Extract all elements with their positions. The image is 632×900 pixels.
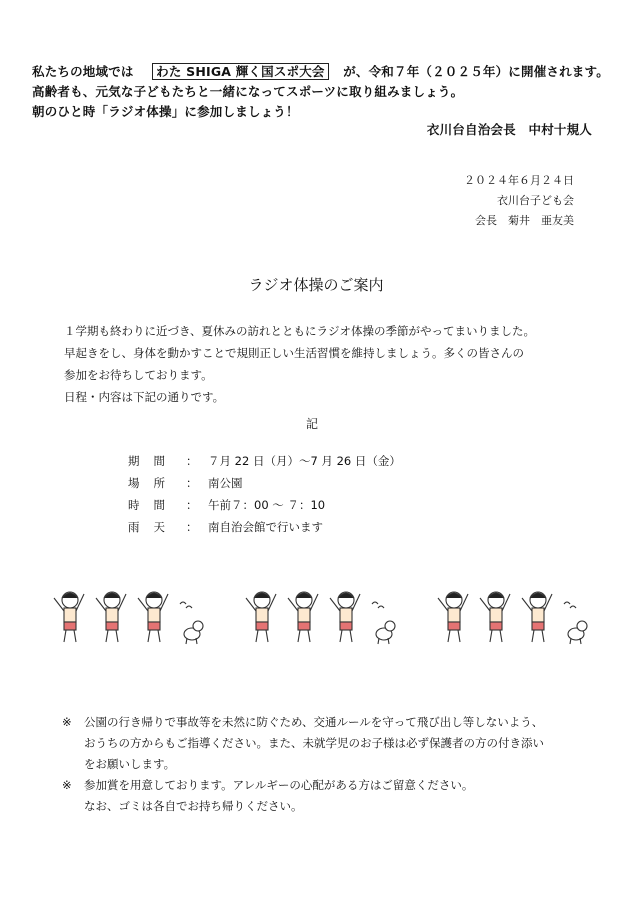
intro-line-1: [32, 62, 609, 80]
body-line-3: 参加をお待ちしております。: [64, 368, 213, 382]
detail-row-time: [128, 497, 401, 519]
children-exercising-icon: [232, 578, 402, 648]
detail-colon: ：: [186, 520, 198, 534]
note-1-line-3: をお願いします。: [84, 757, 176, 771]
intro-line-2: 高齢者も、元気な子どもたちと一緒になってスポーツに取り組みましょう。: [32, 84, 464, 99]
president-name: 会長 菊井 亜友美: [475, 214, 574, 227]
body-line-1: １学期も終わりに近づき、夏休みの訪れとともにラジオ体操の季節がやってまいりました。: [64, 324, 536, 338]
note-1-line-2: おうちの方からもご指導ください。また、未就学児のお子様は必ず保護者の方の付き添い: [84, 736, 544, 750]
intro-line-3: 朝のひと時「ラジオ体操」に参加しましょう！: [32, 104, 299, 119]
intro-text-before: 私たちの地域では: [32, 64, 134, 79]
note-1-line-1: [62, 712, 544, 733]
page-title: ラジオ体操のご案内: [248, 276, 384, 294]
note-2-line-2: なお、ゴミは各自でお持ち帰りください。: [84, 799, 303, 813]
details-list: [128, 453, 401, 541]
detail-label: 期間: [128, 454, 179, 468]
detail-row-rain: [128, 519, 401, 541]
detail-colon: ：: [186, 476, 198, 490]
document-date: ２０２４年６月２４日: [464, 174, 574, 187]
note-mark: ※: [62, 778, 72, 792]
detail-value: ７月 22 日（月）～7 月 26 日（金）: [208, 454, 401, 468]
note-2-line-1: [62, 775, 544, 796]
detail-label: 雨天: [128, 520, 179, 534]
detail-colon: ：: [186, 498, 198, 512]
detail-value: 午前７：00 ～ ７：10: [208, 498, 326, 512]
detail-label: 時間: [128, 498, 179, 512]
ki-heading: 記: [306, 417, 319, 431]
note-text: 参加賞を用意しております。アレルギーの心配がある方はご留意ください。: [84, 778, 474, 792]
detail-value: 南自治会館で行います: [208, 520, 323, 534]
detail-colon: ：: [186, 454, 198, 468]
detail-row-period: [128, 453, 401, 475]
note-mark: ※: [62, 715, 72, 729]
detail-value: 南公園: [208, 476, 243, 490]
children-exercising-icon: [40, 578, 210, 648]
organization-name: 衣川台子ども会: [497, 194, 574, 207]
detail-row-place: [128, 475, 401, 497]
notes-section: [62, 712, 544, 817]
note-text: 公園の行き帰りで事故等を未然に防ぐため、交通ルールを守って飛び出し等しないよう、: [84, 715, 544, 729]
body-line-4: 日程・内容は下記の通りです。: [64, 390, 225, 404]
body-text: [64, 320, 535, 408]
intro-signature: 衣川台自治会長 中村十規人: [426, 122, 592, 137]
event-name-box: わた SHIGA 輝く国スポ大会: [152, 63, 328, 80]
children-exercising-icon: [424, 578, 594, 648]
body-line-2: 早起きをし、身体を動かすことで規則正しい生活習慣を維持しましょう。多くの皆さんの: [64, 346, 524, 360]
detail-label: 場所: [128, 476, 179, 490]
intro-text-after: が、令和７年（２０２５年）に開催されます。: [343, 64, 609, 79]
